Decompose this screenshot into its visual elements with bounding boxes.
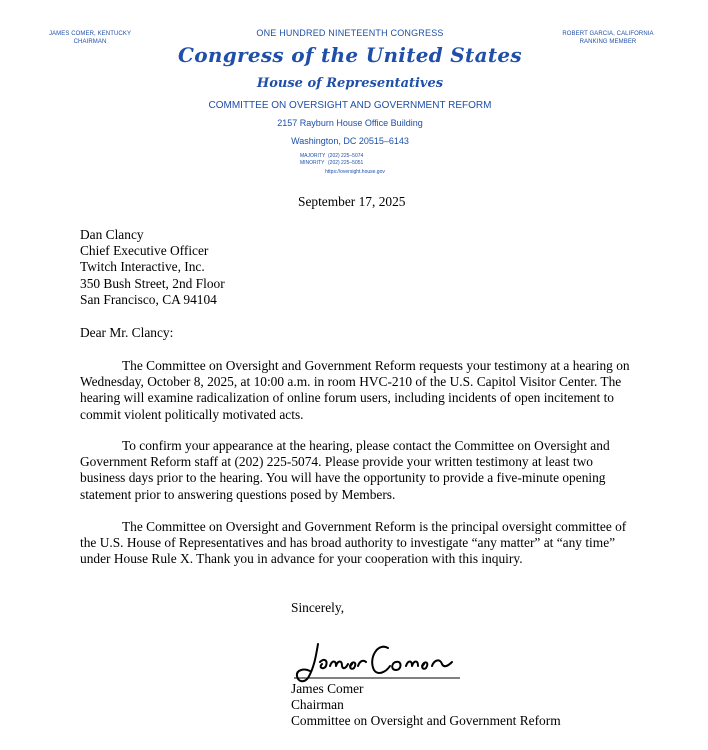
phone-label: MAJORITY xyxy=(300,153,326,159)
congress-title: Congress of the United States xyxy=(178,43,522,67)
ranking-member-block xyxy=(556,30,660,46)
recipient-address xyxy=(80,227,225,308)
address-line-1: 2157 Rayburn House Office Building xyxy=(277,118,423,128)
ranking-member-title: RANKING MEMBER xyxy=(579,39,637,45)
recipient-name: Dan Clancy xyxy=(80,227,144,242)
ranking-member-name: ROBERT GARCIA, CALIFORNIA xyxy=(562,31,654,37)
letter-date: September 17, 2025 xyxy=(298,194,406,209)
signer-block xyxy=(291,681,561,730)
chair-block xyxy=(40,30,140,46)
phone-label: MINORITY xyxy=(300,160,325,166)
majority-phone xyxy=(300,153,410,160)
committee-name: COMMITTEE ON OVERSIGHT AND GOVERNMENT REFORM xyxy=(208,100,492,111)
chair-name: JAMES COMER, KENTUCKY xyxy=(48,31,132,37)
recipient-city: San Francisco, CA 94104 xyxy=(80,291,217,307)
signer-title: Chairman xyxy=(291,697,344,713)
recipient-street: 350 Bush Street, 2nd Floor xyxy=(80,275,225,291)
house-title: House of Representatives xyxy=(256,76,444,91)
paragraph-1: The Committee on Oversight and Government Reform requests your testimony at a hearing on Wednesday, October 8, 2025, at 10:00 a.m. in room HVC-210 of the U.S. Capitol Visitor Center. The hearing will examine radicalization of online forum users, including incidents of open incitement to commit violent politically motivated acts. xyxy=(80,358,630,422)
recipient-title: Chief Executive Officer xyxy=(80,243,209,259)
paragraph-3: The Committee on Oversight and Government Reform is the principal oversight committee of the U.S. House of Representatives and has broad authority to investigate “any matter” at “any time” under House Rule X. Thank you in advance for your cooperation with this inquiry. xyxy=(80,519,627,567)
signer-committee: Committee on Oversight and Government Reform xyxy=(291,713,561,729)
phone-block xyxy=(300,153,410,167)
signer-name: James Comer xyxy=(291,681,364,696)
handwritten-signature xyxy=(292,638,462,684)
phone-number: (202) 225–5051 xyxy=(328,160,364,166)
salutation: Dear Mr. Clancy: xyxy=(80,325,174,340)
closing: Sincerely, xyxy=(291,600,345,615)
address-line-2: Washington, DC 20515–6143 xyxy=(291,136,409,146)
chair-title: CHAIRMAN xyxy=(73,39,107,45)
website-link[interactable]: https://oversight.house.gov xyxy=(325,169,385,175)
minority-phone xyxy=(300,160,410,167)
paragraph-2: To confirm your appearance at the hearing, please contact the Committee on Oversight and Government Reform staff at (202) 225-5074. Please provide your written testimony at least two business days prior to the hearing. You will have the opportunity to provide a five-minute opening statement prior to answering questions posed by Members. xyxy=(80,438,610,502)
phone-number: (202) 225–5074 xyxy=(328,153,364,159)
recipient-company: Twitch Interactive, Inc. xyxy=(80,259,205,275)
congress-number: ONE HUNDRED NINETEENTH CONGRESS xyxy=(256,28,444,38)
